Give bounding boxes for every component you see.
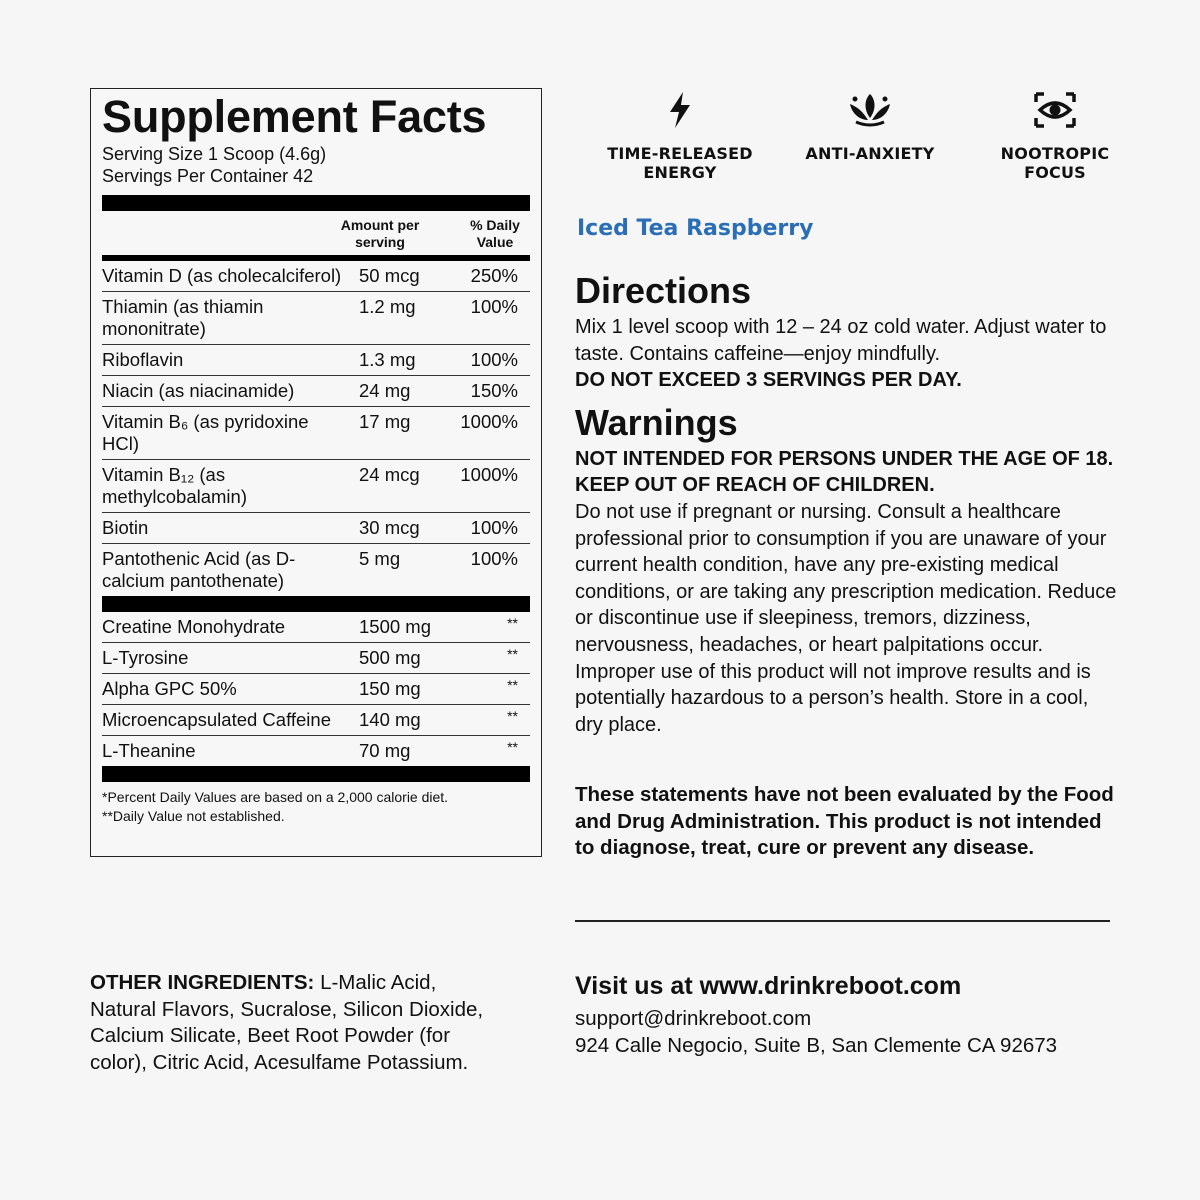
benefit-label: TIME-RELEASED ENERGY <box>607 144 753 182</box>
table-row <box>102 261 530 292</box>
nutrient-dv: 100% <box>470 517 518 538</box>
vitamins-list <box>102 261 530 596</box>
table-row <box>102 513 530 544</box>
table-row <box>102 705 530 736</box>
nutrient-name: Niacin (as niacinamide) <box>102 380 295 401</box>
benefit-label: NOOTROPIC FOCUS <box>1000 144 1110 182</box>
supplement-facts-panel <box>90 88 542 857</box>
nutrient-amount: 150 mg <box>359 678 421 699</box>
benefit-label: ANTI-ANXIETY <box>805 144 935 163</box>
column-headers <box>102 211 530 261</box>
nutrient-name: Creatine Monohydrate <box>102 616 286 637</box>
table-row <box>102 292 530 345</box>
nutrient-name: Vitamin D (as cholecalciferol) <box>102 265 342 286</box>
directions-warnings <box>575 268 1120 738</box>
directions-title: Directions <box>575 270 752 311</box>
nutrient-amount: 24 mg <box>359 380 411 401</box>
nutrient-name: L-Theanine <box>102 740 196 761</box>
nutrient-name: Pantothenic Acid (as D-calcium pantothenate) <box>102 548 296 591</box>
nutrient-name: Vitamin B₁₂ (as methylcobalamin) <box>102 464 247 507</box>
nutrient-amount: 17 mg <box>359 411 411 432</box>
nutrient-name: Thiamin (as thiamin mononitrate) <box>102 296 264 339</box>
benefit-icons <box>580 90 1140 190</box>
footnote-dv: *Percent Daily Values are based on a 2,000 calorie diet. <box>102 789 449 805</box>
table-row <box>102 407 530 460</box>
other-ingredients-text: L-Malic Acid, Natural Flavors, Sucralose, Silicon Dioxide, Calcium Silicate, Beet Root Powder (for color), Citric Acid, Acesulfame Potassium. <box>90 971 484 1074</box>
nutrient-name: Biotin <box>102 517 149 538</box>
divider-bar <box>102 766 530 782</box>
nutrient-dv: 250% <box>470 265 518 286</box>
nutrient-amount: 1.3 mg <box>359 349 416 370</box>
eye-focus-icon <box>1033 90 1077 130</box>
table-row <box>102 345 530 376</box>
table-row <box>102 544 530 596</box>
nutrient-dv: 100% <box>470 296 518 317</box>
fda-disclaimer: These statements have not been evaluated by the Food and Drug Administration. This product is not intended to diagnose, treat, cure or prevent any disease. <box>575 783 1114 860</box>
table-row <box>102 736 530 766</box>
table-row <box>102 612 530 643</box>
support-email[interactable]: support@drinkreboot.com <box>575 1007 812 1030</box>
nutrient-dv: ** <box>507 739 518 755</box>
nutrient-dv: ** <box>507 646 518 662</box>
other-ingredients <box>90 970 490 1076</box>
divider-line <box>575 920 1110 922</box>
website-link[interactable]: Visit us at www.drinkreboot.com <box>575 972 962 1000</box>
benefit-energy <box>600 90 760 182</box>
nutrient-amount: 5 mg <box>359 548 401 569</box>
col-amount: Amount per serving <box>340 217 420 250</box>
nutrient-dv: 1000% <box>460 464 518 485</box>
nutrient-amount: 24 mcg <box>359 464 420 485</box>
serving-size: Serving Size 1 Scoop (4.6g) <box>102 144 327 164</box>
directions-limit: DO NOT EXCEED 3 SERVINGS PER DAY. <box>575 369 962 392</box>
warnings-text: Do not use if pregnant or nursing. Consult a healthcare professional prior to consumption if you are unaware of your current health condition, have any pre-existing medical conditions, or are taking any prescription medication. Reduce or discontinue use if sleepiness, tremors, dizziness, nervousness, headaches, or heart palpitations occur. Improper use of this product will not improve results and is potentially hazardous to a person’s health. Store in a cool, dry place. <box>575 500 1117 736</box>
nutrient-dv: 100% <box>470 548 518 569</box>
nutrient-amount: 500 mg <box>359 647 421 668</box>
other-compounds-list <box>102 612 530 766</box>
contact-info <box>575 970 1135 1059</box>
footnote-not-established: **Daily Value not established. <box>102 808 285 824</box>
table-row <box>102 376 530 407</box>
lightning-icon <box>660 90 700 130</box>
flavor-name: Iced Tea Raspberry <box>577 216 814 241</box>
nutrient-amount: 30 mcg <box>359 517 420 538</box>
nutrient-dv: 150% <box>470 380 518 401</box>
table-row <box>102 460 530 513</box>
benefit-focus <box>975 90 1135 182</box>
footnotes <box>102 788 530 826</box>
benefit-anti-anxiety <box>790 90 950 163</box>
nutrient-name: L-Tyrosine <box>102 647 189 668</box>
directions-text: Mix 1 level scoop with 12 – 24 oz cold water. Adjust water to taste. Contains caffeine—enjoy mindfully. <box>575 316 1107 365</box>
nutrient-name: Microencapsulated Caffeine <box>102 709 331 730</box>
col-daily-value: % Daily Value <box>470 217 520 250</box>
nutrient-name: Riboflavin <box>102 349 184 370</box>
nutrient-amount: 1.2 mg <box>359 296 416 317</box>
nutrient-dv: ** <box>507 615 518 631</box>
nutrient-amount: 70 mg <box>359 740 411 761</box>
nutrient-dv: 1000% <box>460 411 518 432</box>
nutrient-amount: 50 mcg <box>359 265 420 286</box>
divider-bar <box>102 195 530 211</box>
nutrient-name: Alpha GPC 50% <box>102 678 237 699</box>
divider-bar <box>102 596 530 612</box>
warnings-bold: NOT INTENDED FOR PERSONS UNDER THE AGE OF 18. KEEP OUT OF REACH OF CHILDREN. <box>575 447 1114 497</box>
table-row <box>102 674 530 705</box>
lotus-icon <box>846 90 894 130</box>
warnings-title: Warnings <box>575 401 738 443</box>
nutrient-amount: 1500 mg <box>359 616 431 637</box>
servings-per-container: Servings Per Container 42 <box>102 166 314 186</box>
nutrient-dv: ** <box>507 708 518 724</box>
nutrient-name: Vitamin B₆ (as pyridoxine HCl) <box>102 411 309 454</box>
other-ingredients-label: OTHER INGREDIENTS: <box>90 971 315 994</box>
table-row <box>102 643 530 674</box>
address: 924 Calle Negocio, Suite B, San Clemente CA 92673 <box>575 1033 1058 1057</box>
facts-title: Supplement Facts <box>102 91 487 142</box>
nutrient-dv: 100% <box>470 349 518 370</box>
nutrient-dv: ** <box>507 677 518 693</box>
nutrient-amount: 140 mg <box>359 709 421 730</box>
